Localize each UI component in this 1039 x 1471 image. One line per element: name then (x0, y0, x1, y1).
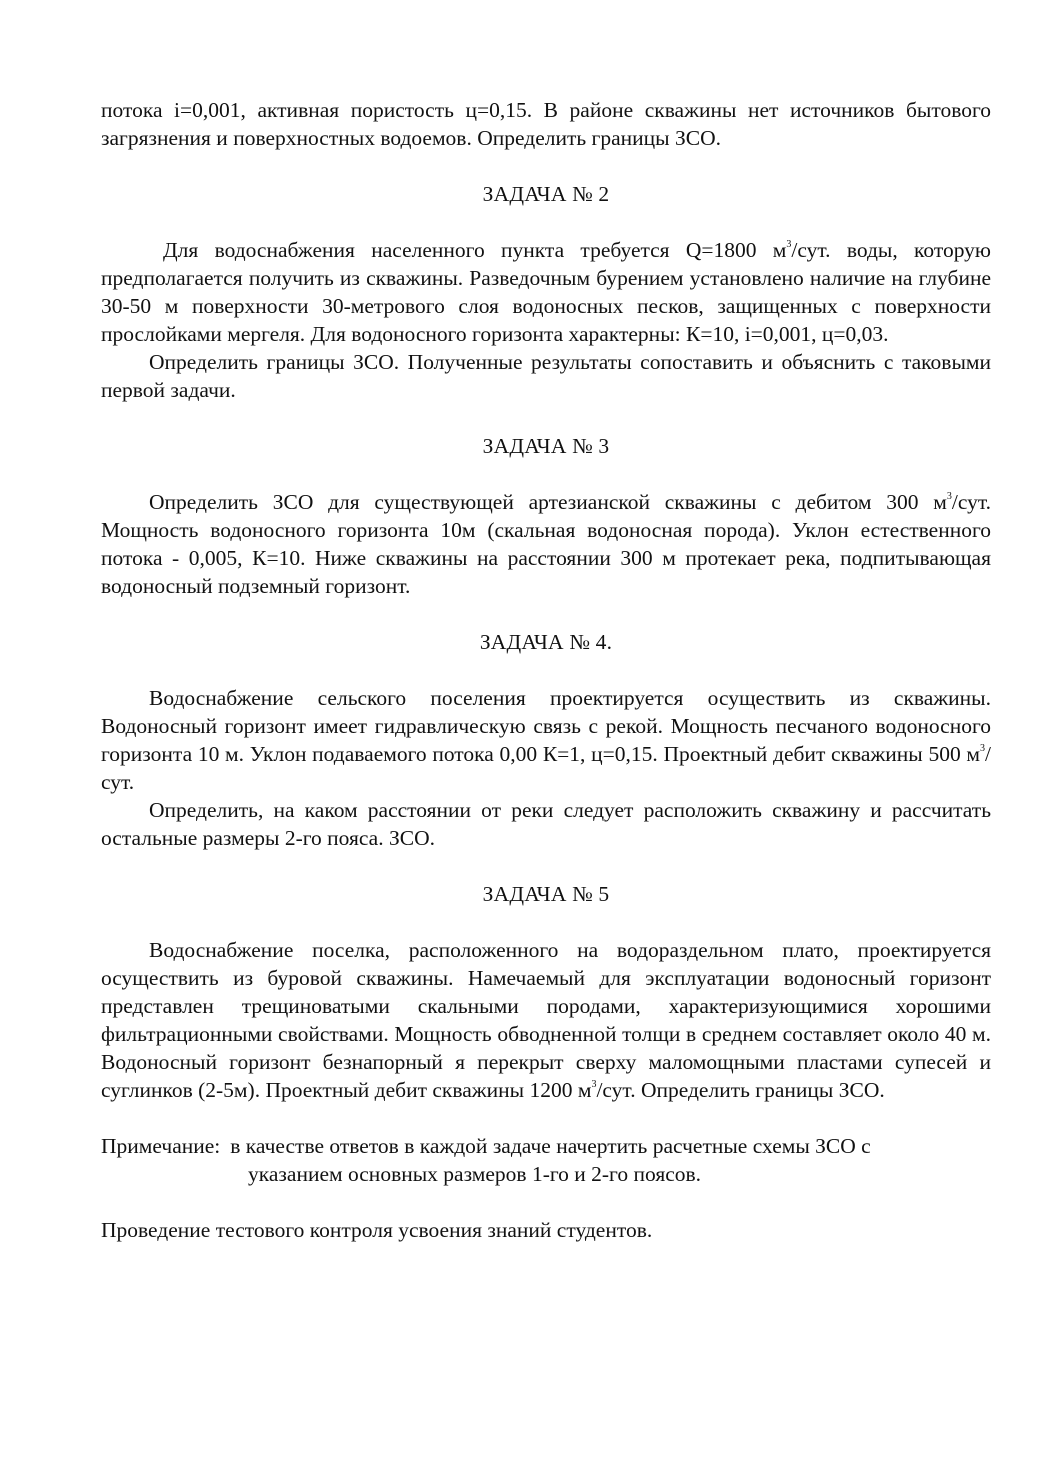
task3-p1-text-b: /сут. Мощность водоносного горизонта 10м (скальная водоносная порода). Уклон естественного потока - 0,005, К=10. Ниже скважины на расстоянии 300 м протекает река, подпитывающая водоносный подземный горизонт. (101, 490, 991, 598)
task2-paragraph-2: Определить границы ЗСО. Полученные результаты сопоставить и объяснить с таковыми первой задачи. (101, 350, 991, 402)
task4-p1-text-a: Водоснабжение сельского поселения проектируется осуществить из скважины. Водоносный горизонт имеет гидравлическую связь с рекой. Мощность песчаного водоносного горизонта 10 м. Уклон подаваемого потока 0,00 К=1, ц=0,15. Проектный дебит скважины 500 м (101, 686, 991, 766)
task2-p1-text-b: /сут. воды, которую предполагается получить из скважины. Разведочным бурением установлено наличие на глубине 30-50 м поверхности 30-метрового слоя водоносных песков, защищенных с поверхности прослойками мергеля. Для водоносного горизонта характерны: К=10, i=0,001, ц=0,03. (101, 238, 991, 346)
closing-line: Проведение тестового контроля усвоения знаний студентов. (101, 1218, 653, 1242)
document-page (101, 96, 991, 1244)
task4-p1-superscript: 3 (980, 742, 986, 754)
task2-p1-superscript: 3 (786, 238, 792, 250)
task4-paragraph-2: Определить, на каком расстоянии от реки следует расположить скважину и рассчитать остальные размеры 2-го пояса. ЗСО. (101, 798, 991, 850)
note-block (101, 1132, 991, 1160)
task3-paragraph-1 (101, 488, 991, 600)
note-label: Примечание: (101, 1134, 221, 1158)
task5-p1-text-a: Водоснабжение поселка, расположенного на водораздельном плато, проектируется осуществить из буровой скважины. Намечаемый для эксплуатации водоносный горизонт представлен трещиноватыми скальными породами, характеризующимися хорошими фильтрационными свойствами. Мощность обводненной толщи в среднем составляет около 40 м. Водоносный горизонт безнапорный я перекрыт сверху маломощными пластами супесей и суглинков (2-5м). Проектный дебит скважины 1200 м (101, 938, 991, 1102)
task2-p1-text-a: Для водоснабжения населенного пункта требуется Q=1800 м (163, 238, 787, 262)
task1-tail-paragraph: потока i=0,001, активная пористость ц=0,15. В районе скважины нет источников бытового загрязнения и поверхностных водоемов. Определить границы ЗСО. (101, 98, 991, 150)
task5-p1-superscript: 3 (591, 1078, 597, 1090)
task4-heading: ЗАДАЧА № 4. (479, 630, 613, 654)
task2-paragraph-1 (101, 236, 991, 348)
task3-heading: ЗАДАЧА № 3 (482, 434, 610, 458)
task3-p1-superscript: 3 (946, 490, 952, 502)
task2-heading: ЗАДАЧА № 2 (482, 182, 610, 206)
task4-paragraph-1 (101, 684, 991, 796)
task5-heading: ЗАДАЧА № 5 (482, 882, 610, 906)
task3-p1-text-a: Определить ЗСО для существующей артезианской скважины с дебитом 300 м (149, 490, 947, 514)
note-line-2: указанием основных размеров 1-го и 2-го поясов. (248, 1162, 702, 1186)
task5-paragraph-1 (101, 936, 991, 1104)
task4-p1-text-b: /сут. (101, 742, 991, 794)
task5-p1-text-b: /сут. Определить границы ЗСО. (596, 1078, 885, 1102)
note-line-1: в качестве ответов в каждой задаче начертить расчетные схемы ЗСО с (230, 1134, 871, 1158)
